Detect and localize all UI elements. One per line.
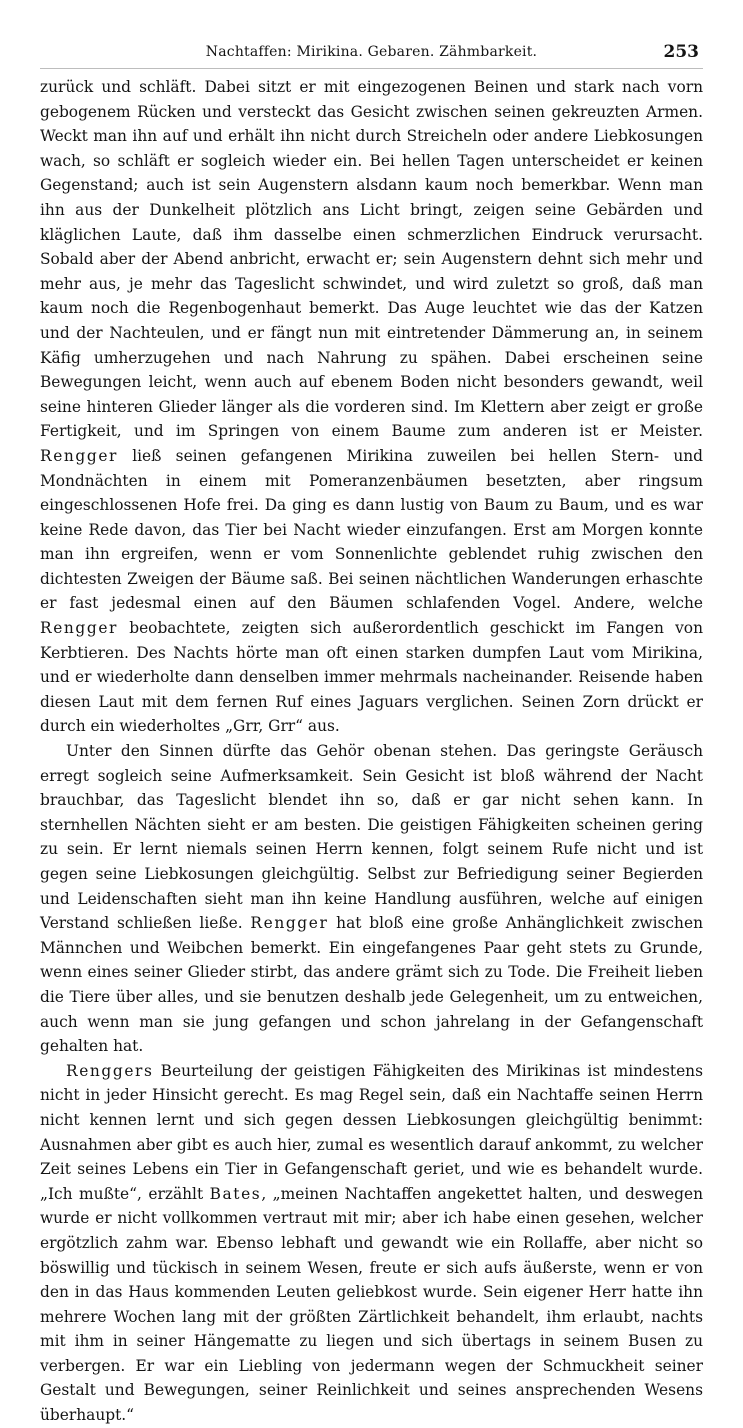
body-text: [40, 75, 703, 1428]
text-segment: Beurteilung der geistigen Fähigkeiten des Mirikinas ist mindestens nicht in jeder Hinsicht gerecht. Es mag Regel sein, daß ein Nachtaffe seinen Herrn nicht kennen lernt und sich gegen dessen Liebkosungen gleichgültig benimmt: Ausnahmen aber gibt es auch hier, zumal es wesentlich darauf ankommt, zu welcher Zeit seines Lebens ein Tier in Gefangenschaft geriet, und wie es behandelt wurde. „Ich mußte“, erzählt: [40, 1061, 703, 1203]
page-number: 253: [663, 42, 699, 62]
text-segment: hat bloß eine große Anhänglichkeit zwischen Männchen und Weibchen bemerkt. Ein eingefangenes Paar geht stets zu Grunde, wenn eines seiner Glieder stirbt, das andere grämt sich zu Tode. Die Freiheit lieben die Tiere über alles, und sie benutzen deshalb jede Gelegenheit, um zu entweichen, auch wenn man sie jung gefangen und schon jahrelang in der Gefangenschaft gehalten hat.: [40, 914, 703, 1056]
text-segment: ließ seinen gefangenen Mirikina zuweilen bei hellen Stern- und Mondnächten in einem mit Pomeranzenbäumen besetzten, aber ringsum eingeschlossenen Hofe frei. Da ging es dann lustig von Baum zu Baum, und es war keine Rede davon, das Tier bei Nacht wieder einzufangen. Erst am Morgen konnte man ihn ergreifen, wenn er vom Sonnenlichte geblendet ruhig zwischen den dichtesten Zweigen der Bäume saß. Bei seinen nächtlichen Wanderungen erhaschte er fast jedesmal einen auf den Bäumen schlafenden Vogel. Andere, welche: [40, 446, 703, 613]
spaced-name: Rengger: [40, 446, 118, 465]
spaced-name: Rengger: [250, 914, 329, 933]
text-segment: , „meinen Nachtaffen angekettet halten, und deswegen wurde er nicht vollkommen vertraut mit mir; aber ich habe einen gesehen, welcher ergötzlich zahm war. Ebenso lebhaft und gewandt wie ein Rollaffe, aber nicht so böswillig und tückisch in seinem Wesen, freute er sich aufs äußerste, wenn er von den in das Haus kommenden Leuten geliebkost wurde. Sein eigener Herr hatte ihn mehrere Wochen lang mit der größten Zärtlichkeit behandelt, ihm erlaubt, nachts mit ihm in seiner Hängematte zu liegen und sich übertags in seinem Busen zu verbergen. Er war ein Liebling von jedermann wegen der Schmuckheit seiner Gestalt und Bewegungen, seiner Reinlichkeit und seines ansprechenden Wesens überhaupt.“: [40, 1184, 703, 1425]
text-segment: beobachtete, zeigten sich außerordentlich geschickt im Fangen von Kerbtieren. Des Nachts hörte man oft einen starken dumpfen Laut vom Mirikina, und er wiederholte dann denselben immer mehrmals nacheinander. Reisende haben diesen Laut mit dem fernen Ruf eines Jaguars verglichen. Seinen Zorn drückt er durch ein wiederholtes „Grr, Grr“ aus.: [40, 619, 703, 736]
page-header: [40, 42, 703, 69]
paragraph: [40, 75, 703, 739]
paragraph: [40, 1059, 703, 1428]
paragraph: [40, 739, 703, 1059]
spaced-name: Bates: [209, 1184, 262, 1203]
spaced-name: Rengger: [40, 619, 118, 638]
running-title: Nachtaffen: Mirikina. Gebaren. Zähmbarkeit.: [205, 44, 538, 60]
text-segment: Unter den Sinnen dürfte das Gehör obenan stehen. Das geringste Geräusch erregt sogleich seine Aufmerksamkeit. Sein Gesicht ist bloß während der Nacht brauchbar, das Tageslicht blendet ihn so, daß er gar nicht sehen kann. In sternhellen Nächten sieht er am besten. Die geistigen Fähigkeiten scheinen gering zu sein. Er lernt niemals seinen Herrn kennen, folgt seinem Rufe nicht und ist gegen seine Liebkosungen gleichgültig. Selbst zur Befriedigung seiner Begierden und Leidenschaften sieht man ihn keine Handlung ausführen, welche auf einigen Verstand schließen ließe.: [40, 742, 703, 933]
spaced-name: Renggers: [66, 1061, 154, 1080]
text-segment: zurück und schläft. Dabei sitzt er mit eingezogenen Beinen und stark nach vorn gebogenem Rücken und versteckt das Gesicht zwischen seinen gekreuzten Armen. Weckt man ihn auf und erhält ihn nicht durch Streicheln oder andere Liebkosungen wach, so schläft er sogleich wieder ein. Bei hellen Tagen unterscheidet er keinen Gegenstand; auch ist sein Augenstern alsdann kaum noch bemerkbar. Wenn man ihn aus der Dunkelheit plötzlich ans Licht bringt, zeigen seine Gebärden und kläglichen Laute, daß ihm dasselbe einen schmerzlichen Eindruck verursacht. Sobald aber der Abend anbricht, erwacht er; sein Augenstern dehnt sich mehr und mehr aus, je mehr das Tageslicht schwindet, und wird zuletzt so groß, daß man kaum noch die Regenbogenhaut bemerkt. Das Auge leuchtet wie das der Katzen und der Nachteulen, und er fängt nun mit eintretender Dämmerung an, in seinem Käfig umherzugehen und nach Nahrung zu spähen. Dabei erscheinen seine Bewegungen leicht, wenn auch auf ebenem Boden nicht besonders gewandt, weil seine hinteren Glieder länger als die vorderen sind. Im Klettern aber zeigt er große Fertigkeit, und im Springen von einem Baume zum anderen ist er Meister.: [40, 78, 703, 441]
